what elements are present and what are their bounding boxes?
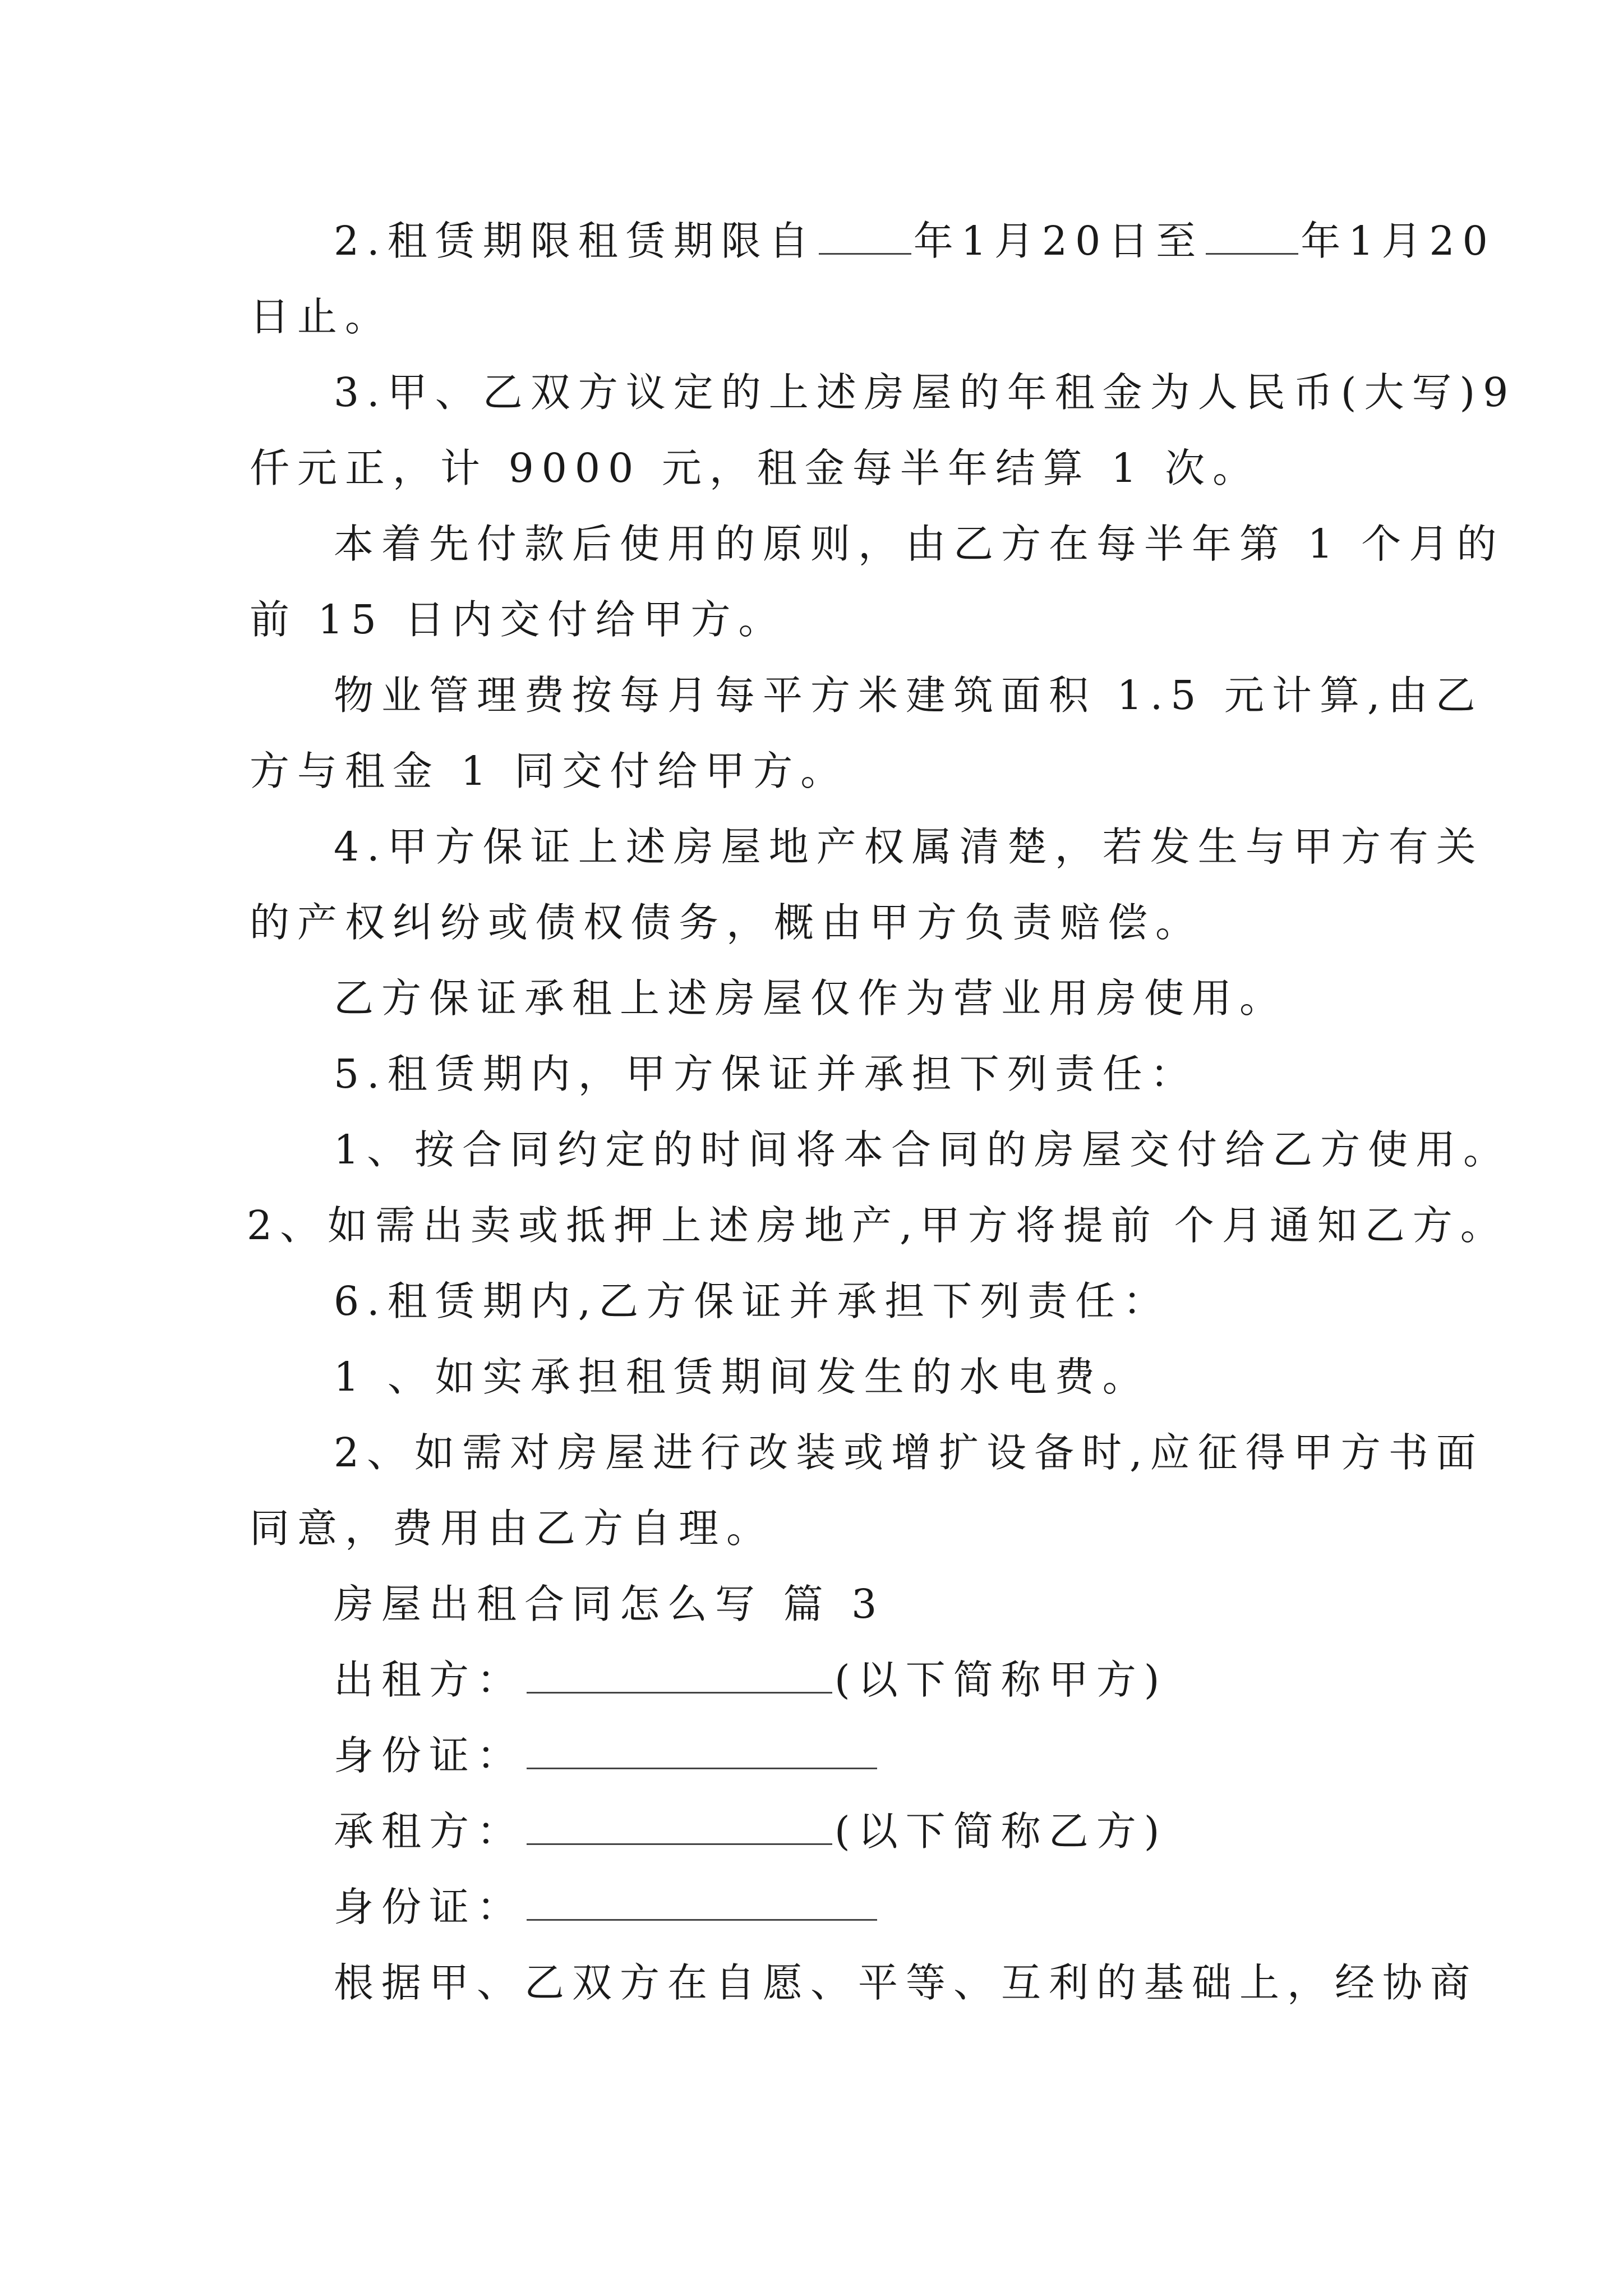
lessor-line (0, 1649, 1623, 1711)
paragraph-text: 乙方保证承租上述房屋仅作为营业用房使用。 (334, 975, 1288, 1022)
paragraph-text: 2、如需对房屋进行改装或增扩设备时,应征得甲方书面 (334, 1429, 1484, 1476)
lessee-id-blank (527, 1887, 877, 1921)
paragraph-text: 2、如需出卖或抵押上述房地产,甲方将提前 (247, 1202, 1159, 1249)
paragraph-text: 的产权纠纷或债权债务，概由甲方负责赔偿。 (250, 899, 1204, 946)
clause-2-line-1 (0, 210, 1623, 272)
start-year-blank (819, 220, 911, 255)
lessor-id-blank (527, 1735, 877, 1769)
clause-6-heading (0, 1271, 1623, 1332)
clause-6-item-1 (0, 1346, 1623, 1408)
paragraph-text: 根据甲、乙双方在自愿、平等、互利的基础上，经协商 (334, 1959, 1478, 2006)
management-fee-line-2 (0, 740, 1623, 802)
clause-5-item-1 (0, 1119, 1623, 1181)
paragraph-text: 方与租金 1 同交付给甲方。 (250, 748, 849, 794)
lessor-label: 出租方： (334, 1657, 525, 1703)
lessee-label: 承租方： (334, 1808, 525, 1855)
clause-5-item-2 (0, 1195, 1623, 1257)
paragraph-text: 本着先付款后使用的原则，由乙方在每半年第 1 个月的 (334, 521, 1505, 567)
clause-4-line-1 (0, 816, 1623, 878)
paragraph-text: 个月通知乙方。 (1174, 1202, 1508, 1249)
paragraph-text: 物业管理费按每月每平方米建筑面积 1.5 元计算,由乙 (334, 672, 1483, 719)
clause-3-line-1 (0, 362, 1623, 424)
id-label: 身份证： (334, 1884, 525, 1930)
payment-line-2 (0, 589, 1623, 651)
section-title-text: 房屋出租合同怎么写 篇 3 (334, 1581, 885, 1627)
clause-6-item-2-line-2 (0, 1498, 1623, 1559)
preamble-line (0, 1952, 1623, 2014)
clause-2-text-start: 2.租赁期限租赁期限自 (334, 218, 817, 264)
clause-4-line-2 (0, 892, 1623, 954)
paragraph-text: 前 15 日内交付给甲方。 (250, 596, 786, 643)
lessee-note: (以下简称乙方) (834, 1808, 1168, 1855)
clause-6-item-2-line-1 (0, 1422, 1623, 1484)
usage-line (0, 968, 1623, 1029)
lessee-id-line (0, 1876, 1623, 1938)
paragraph-text: 5.租赁期内，甲方保证并承担下列责任： (334, 1051, 1198, 1097)
clause-2-text-end: 年1月20 (1301, 218, 1496, 264)
lessor-blank (527, 1659, 832, 1694)
lessee-line (0, 1801, 1623, 1862)
paragraph-text: 3.甲、乙双方议定的上述房屋的年租金为人民币(大写)9 (334, 369, 1516, 416)
paragraph-text: 4.甲方保证上述房屋地产权属清楚，若发生与甲方有关 (334, 823, 1484, 870)
paragraph-text: 6.租赁期内,乙方保证并承担下列责任： (334, 1278, 1171, 1324)
lessee-blank (527, 1811, 832, 1845)
paragraph-text: 仟元正，计 9000 元，租金每半年结算 1 次。 (250, 445, 1261, 491)
paragraph-text: 日止。 (250, 293, 393, 340)
management-fee-line-1 (0, 665, 1623, 726)
payment-line-1 (0, 513, 1623, 575)
paragraph-text: 1、按合同约定的时间将本合同的房屋交付给乙方使用。 (334, 1126, 1511, 1173)
clause-2-text-middle: 年1月20日至 (913, 218, 1204, 264)
paragraph-text: 同意，费用由乙方自理。 (250, 1505, 774, 1552)
lessor-note: (以下简称甲方) (834, 1657, 1168, 1703)
id-label: 身份证： (334, 1732, 525, 1779)
clause-2-line-2 (0, 286, 1623, 348)
clause-3-line-2 (0, 438, 1623, 499)
paragraph-text: 1 、如实承担租赁期间发生的水电费。 (334, 1354, 1150, 1400)
end-year-blank (1206, 220, 1298, 255)
section-title (0, 1573, 1623, 1635)
lessor-id-line (0, 1725, 1623, 1787)
clause-5-heading (0, 1043, 1623, 1105)
